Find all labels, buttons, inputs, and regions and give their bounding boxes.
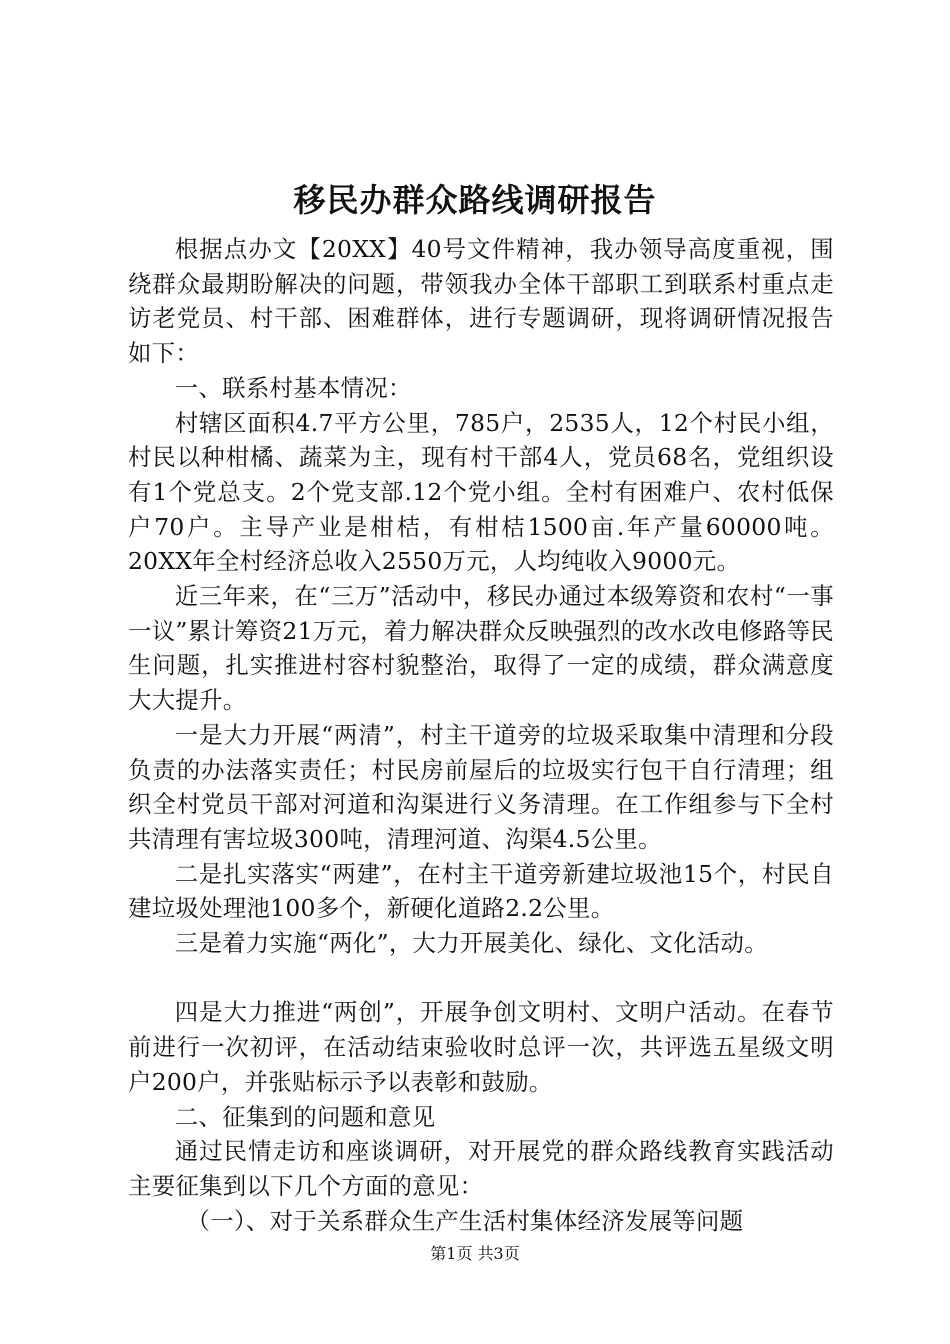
document-title: 移民办群众路线调研报告 bbox=[293, 181, 657, 219]
document-body bbox=[128, 232, 834, 1238]
paragraph-point-2: 二是扎实落实“两建”，在村主干道旁新建垃圾池15个，村民自建垃圾处理池100多个，新硬化道路2.2公里。 bbox=[128, 859, 834, 923]
subsection-heading-1: （一）、对于关系群众生产生活村集体经济发展等问题 bbox=[186, 1206, 744, 1235]
section-heading-2: 二、征集到的问题和意见 bbox=[174, 1102, 436, 1131]
paragraph-recent-years: 近三年来，在“三万”活动中，移民办通过本级筹资和农村“一事一议”累计筹资21万元，着力解决群众反映强烈的改水改电修路等民生问题，扎实推进村容村貌整治，取得了一定的成绩，群众满意度大大提升。 bbox=[128, 582, 834, 715]
page-footer: 第1页 共3页 bbox=[430, 1244, 520, 1263]
paragraph-intro: 根据点办文【20XX】40号文件精神，我办领导高度重视，围绕群众最期盼解决的问题，带领我办全体干部职工到联系村重点走访老党员、村干部、困难群体，进行专题调研，现将调研情况报告如下： bbox=[128, 235, 834, 368]
paragraph-point-3: 三是着力实施“两化”，大力开展美化、绿化、文化活动。 bbox=[174, 929, 768, 958]
paragraph-point-1: 一是大力开展“两清”，村主干道旁的垃圾采取集中清理和分段负责的办法落实责任；村民房前屋后的垃圾实行包干自行清理；组织全村党员干部对河道和沟渠进行义务清理。在工作组参与下全村共清理有害垃圾300吨，清理河道、沟渠4.5公里。 bbox=[128, 720, 834, 853]
section-heading-1: 一、联系村基本情况： bbox=[174, 373, 412, 402]
paragraph-point-4: 四是大力推进“两创”，开展争创文明村、文明户活动。在春节前进行一次初评，在活动结束验收时总评一次，共评选五星级文明户200户，并张贴标示予以表彰和鼓励。 bbox=[128, 998, 834, 1096]
paragraph-village-info: 村辖区面积4.7平方公里，785户，2535人，12个村民小组，村民以种柑橘、蔬菜为主，现有村干部4人，党员68名，党组织设有1个党总支。2个党支部.12个党小组。全村有困难户、农村低保户70户。主导产业是柑桔，有柑桔1500亩.年产量60000吨。20XX年全村经济总收入2550万元，人均纯收入9000元。 bbox=[128, 408, 834, 576]
paragraph-opinions: 通过民情走访和座谈调研，对开展党的群众路线教育实践活动主要征集到以下几个方面的意见： bbox=[128, 1137, 834, 1200]
